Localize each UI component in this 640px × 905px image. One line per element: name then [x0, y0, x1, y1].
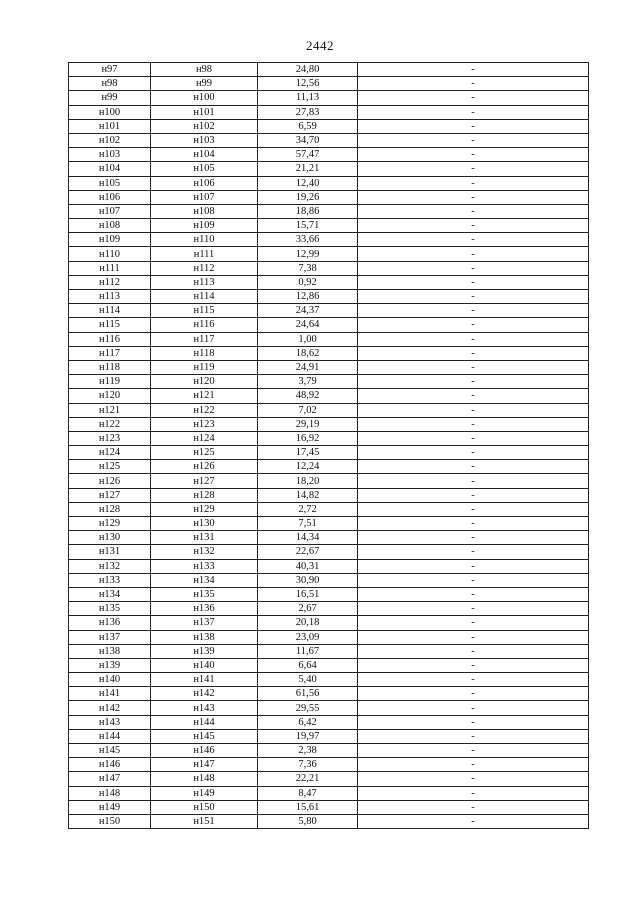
to-point-cell: н141 — [151, 673, 258, 687]
note-cell: - — [358, 148, 589, 162]
from-point-cell: н149 — [69, 800, 151, 814]
table-row — [69, 630, 589, 644]
to-point-cell: н132 — [151, 545, 258, 559]
note-cell: - — [358, 190, 589, 204]
segment-length-cell: 24,64 — [258, 318, 358, 332]
to-point-cell: н98 — [151, 63, 258, 77]
from-point-cell: н122 — [69, 417, 151, 431]
note-cell: - — [358, 644, 589, 658]
from-point-cell: н107 — [69, 204, 151, 218]
from-point-cell: н148 — [69, 786, 151, 800]
segment-length-cell: 17,45 — [258, 446, 358, 460]
from-point-cell: н103 — [69, 148, 151, 162]
from-point-cell: н134 — [69, 587, 151, 601]
page-number: 2442 — [306, 38, 334, 53]
note-cell: - — [358, 417, 589, 431]
table-row — [69, 247, 589, 261]
segment-length-cell: 24,80 — [258, 63, 358, 77]
from-point-cell: н133 — [69, 573, 151, 587]
from-point-cell: н97 — [69, 63, 151, 77]
from-point-cell: н141 — [69, 687, 151, 701]
from-point-cell: н145 — [69, 744, 151, 758]
note-cell: - — [358, 800, 589, 814]
note-cell: - — [358, 545, 589, 559]
segment-length-cell: 30,90 — [258, 573, 358, 587]
from-point-cell: н150 — [69, 814, 151, 828]
from-point-cell: н140 — [69, 673, 151, 687]
from-point-cell: н106 — [69, 190, 151, 204]
segment-length-cell: 2,72 — [258, 502, 358, 516]
segment-length-cell: 27,83 — [258, 105, 358, 119]
note-cell: - — [358, 814, 589, 828]
table-row — [69, 346, 589, 360]
table-row — [69, 148, 589, 162]
table-row — [69, 488, 589, 502]
segment-length-cell: 21,21 — [258, 162, 358, 176]
to-point-cell: н121 — [151, 389, 258, 403]
from-point-cell: н121 — [69, 403, 151, 417]
note-cell: - — [358, 63, 589, 77]
segment-length-cell: 7,36 — [258, 758, 358, 772]
to-point-cell: н127 — [151, 474, 258, 488]
table-row — [69, 587, 589, 601]
to-point-cell: н140 — [151, 658, 258, 672]
note-cell: - — [358, 233, 589, 247]
note-cell: - — [358, 77, 589, 91]
table-row — [69, 772, 589, 786]
table-row — [69, 233, 589, 247]
segment-length-cell: 7,02 — [258, 403, 358, 417]
note-cell: - — [358, 673, 589, 687]
segment-length-cell: 24,37 — [258, 304, 358, 318]
note-cell: - — [358, 687, 589, 701]
note-cell: - — [358, 587, 589, 601]
table-row — [69, 162, 589, 176]
note-cell: - — [358, 786, 589, 800]
to-point-cell: н103 — [151, 133, 258, 147]
note-cell: - — [358, 346, 589, 360]
from-point-cell: н126 — [69, 474, 151, 488]
table-row — [69, 545, 589, 559]
to-point-cell: н144 — [151, 715, 258, 729]
segment-length-cell: 7,38 — [258, 261, 358, 275]
segment-length-cell: 20,18 — [258, 616, 358, 630]
to-point-cell: н128 — [151, 488, 258, 502]
segment-length-cell: 1,00 — [258, 332, 358, 346]
note-cell: - — [358, 360, 589, 374]
segment-length-cell: 40,31 — [258, 559, 358, 573]
table-row — [69, 474, 589, 488]
to-point-cell: н137 — [151, 616, 258, 630]
to-point-cell: н129 — [151, 502, 258, 516]
table-row — [69, 517, 589, 531]
from-point-cell: н132 — [69, 559, 151, 573]
to-point-cell: н115 — [151, 304, 258, 318]
note-cell: - — [358, 758, 589, 772]
segment-length-cell: 34,70 — [258, 133, 358, 147]
table-row — [69, 673, 589, 687]
segment-length-cell: 6,42 — [258, 715, 358, 729]
from-point-cell: н104 — [69, 162, 151, 176]
table-row — [69, 502, 589, 516]
to-point-cell: н108 — [151, 204, 258, 218]
table-row — [69, 758, 589, 772]
to-point-cell: н133 — [151, 559, 258, 573]
from-point-cell: н115 — [69, 318, 151, 332]
table-row — [69, 119, 589, 133]
from-point-cell: н119 — [69, 375, 151, 389]
segment-length-cell: 19,97 — [258, 729, 358, 743]
note-cell: - — [358, 375, 589, 389]
segment-length-cell: 5,40 — [258, 673, 358, 687]
to-point-cell: н118 — [151, 346, 258, 360]
from-point-cell: н138 — [69, 644, 151, 658]
to-point-cell: н149 — [151, 786, 258, 800]
table-row — [69, 389, 589, 403]
from-point-cell: н125 — [69, 460, 151, 474]
segment-length-cell: 24,91 — [258, 360, 358, 374]
to-point-cell: н124 — [151, 431, 258, 445]
from-point-cell: н109 — [69, 233, 151, 247]
note-cell: - — [358, 517, 589, 531]
to-point-cell: н147 — [151, 758, 258, 772]
table-row — [69, 403, 589, 417]
note-cell: - — [358, 729, 589, 743]
from-point-cell: н99 — [69, 91, 151, 105]
from-point-cell: н128 — [69, 502, 151, 516]
to-point-cell: н109 — [151, 219, 258, 233]
note-cell: - — [358, 290, 589, 304]
note-cell: - — [358, 602, 589, 616]
note-cell: - — [358, 744, 589, 758]
table-row — [69, 744, 589, 758]
table-row — [69, 304, 589, 318]
segment-length-cell: 6,64 — [258, 658, 358, 672]
to-point-cell: н131 — [151, 531, 258, 545]
to-point-cell: н148 — [151, 772, 258, 786]
segment-length-cell: 8,47 — [258, 786, 358, 800]
to-point-cell: н145 — [151, 729, 258, 743]
from-point-cell: н144 — [69, 729, 151, 743]
table-row — [69, 644, 589, 658]
segment-length-cell: 18,62 — [258, 346, 358, 360]
table-row — [69, 105, 589, 119]
segment-length-cell: 22,21 — [258, 772, 358, 786]
table-row — [69, 531, 589, 545]
note-cell: - — [358, 474, 589, 488]
to-point-cell: н130 — [151, 517, 258, 531]
segment-length-cell: 15,61 — [258, 800, 358, 814]
table-row — [69, 91, 589, 105]
to-point-cell: н122 — [151, 403, 258, 417]
note-cell: - — [358, 772, 589, 786]
to-point-cell: н125 — [151, 446, 258, 460]
note-cell: - — [358, 332, 589, 346]
from-point-cell: н147 — [69, 772, 151, 786]
table-body — [69, 63, 589, 829]
segment-length-cell: 6,59 — [258, 119, 358, 133]
note-cell: - — [358, 219, 589, 233]
from-point-cell: н108 — [69, 219, 151, 233]
to-point-cell: н136 — [151, 602, 258, 616]
segment-length-cell: 29,19 — [258, 417, 358, 431]
note-cell: - — [358, 460, 589, 474]
segment-length-cell: 11,13 — [258, 91, 358, 105]
note-cell: - — [358, 304, 589, 318]
note-cell: - — [358, 559, 589, 573]
table-row — [69, 701, 589, 715]
segment-length-cell: 23,09 — [258, 630, 358, 644]
table-row — [69, 275, 589, 289]
segment-length-cell: 57,47 — [258, 148, 358, 162]
from-point-cell: н120 — [69, 389, 151, 403]
note-cell: - — [358, 658, 589, 672]
note-cell: - — [358, 162, 589, 176]
segment-length-cell: 0,92 — [258, 275, 358, 289]
note-cell: - — [358, 573, 589, 587]
to-point-cell: н116 — [151, 318, 258, 332]
from-point-cell: н137 — [69, 630, 151, 644]
table-row — [69, 176, 589, 190]
from-point-cell: н105 — [69, 176, 151, 190]
to-point-cell: н123 — [151, 417, 258, 431]
from-point-cell: н98 — [69, 77, 151, 91]
from-point-cell: н143 — [69, 715, 151, 729]
segment-length-cell: 12,99 — [258, 247, 358, 261]
table-row — [69, 800, 589, 814]
note-cell: - — [358, 630, 589, 644]
segment-length-cell: 33,66 — [258, 233, 358, 247]
segment-length-cell: 29,55 — [258, 701, 358, 715]
table-row — [69, 290, 589, 304]
segment-length-cell: 61,56 — [258, 687, 358, 701]
table-row — [69, 729, 589, 743]
table-row — [69, 204, 589, 218]
from-point-cell: н101 — [69, 119, 151, 133]
segment-length-cell: 7,51 — [258, 517, 358, 531]
from-point-cell: н118 — [69, 360, 151, 374]
to-point-cell: н120 — [151, 375, 258, 389]
to-point-cell: н117 — [151, 332, 258, 346]
segment-length-cell: 14,82 — [258, 488, 358, 502]
from-point-cell: н100 — [69, 105, 151, 119]
to-point-cell: н106 — [151, 176, 258, 190]
from-point-cell: н130 — [69, 531, 151, 545]
to-point-cell: н111 — [151, 247, 258, 261]
to-point-cell: н101 — [151, 105, 258, 119]
segment-length-cell: 5,80 — [258, 814, 358, 828]
to-point-cell: н126 — [151, 460, 258, 474]
to-point-cell: н114 — [151, 290, 258, 304]
table-row — [69, 616, 589, 630]
note-cell: - — [358, 715, 589, 729]
to-point-cell: н119 — [151, 360, 258, 374]
table-row — [69, 261, 589, 275]
from-point-cell: н113 — [69, 290, 151, 304]
to-point-cell: н100 — [151, 91, 258, 105]
boundary-segments-table — [68, 62, 589, 829]
to-point-cell: н105 — [151, 162, 258, 176]
to-point-cell: н146 — [151, 744, 258, 758]
to-point-cell: н110 — [151, 233, 258, 247]
to-point-cell: н99 — [151, 77, 258, 91]
from-point-cell: н131 — [69, 545, 151, 559]
table-row — [69, 190, 589, 204]
table-row — [69, 375, 589, 389]
table-row — [69, 446, 589, 460]
from-point-cell: н102 — [69, 133, 151, 147]
note-cell: - — [358, 176, 589, 190]
note-cell: - — [358, 701, 589, 715]
segment-length-cell: 14,34 — [258, 531, 358, 545]
table-row — [69, 658, 589, 672]
from-point-cell: н110 — [69, 247, 151, 261]
segment-length-cell: 18,20 — [258, 474, 358, 488]
from-point-cell: н116 — [69, 332, 151, 346]
to-point-cell: н134 — [151, 573, 258, 587]
from-point-cell: н124 — [69, 446, 151, 460]
note-cell: - — [358, 502, 589, 516]
to-point-cell: н112 — [151, 261, 258, 275]
to-point-cell: н150 — [151, 800, 258, 814]
note-cell: - — [358, 119, 589, 133]
segment-length-cell: 22,67 — [258, 545, 358, 559]
note-cell: - — [358, 431, 589, 445]
table-row — [69, 219, 589, 233]
table-row — [69, 431, 589, 445]
note-cell: - — [358, 318, 589, 332]
from-point-cell: н123 — [69, 431, 151, 445]
from-point-cell: н127 — [69, 488, 151, 502]
note-cell: - — [358, 105, 589, 119]
note-cell: - — [358, 531, 589, 545]
note-cell: - — [358, 488, 589, 502]
segment-length-cell: 18,86 — [258, 204, 358, 218]
to-point-cell: н104 — [151, 148, 258, 162]
segment-length-cell: 15,71 — [258, 219, 358, 233]
segment-length-cell: 3,79 — [258, 375, 358, 389]
from-point-cell: н136 — [69, 616, 151, 630]
to-point-cell: н102 — [151, 119, 258, 133]
from-point-cell: н135 — [69, 602, 151, 616]
table-row — [69, 602, 589, 616]
table-row — [69, 417, 589, 431]
to-point-cell: н107 — [151, 190, 258, 204]
to-point-cell: н135 — [151, 587, 258, 601]
from-point-cell: н114 — [69, 304, 151, 318]
segment-length-cell: 2,38 — [258, 744, 358, 758]
table-row — [69, 318, 589, 332]
from-point-cell: н112 — [69, 275, 151, 289]
segment-length-cell: 48,92 — [258, 389, 358, 403]
note-cell: - — [358, 91, 589, 105]
to-point-cell: н139 — [151, 644, 258, 658]
segment-length-cell: 19,26 — [258, 190, 358, 204]
to-point-cell: н142 — [151, 687, 258, 701]
table-row — [69, 133, 589, 147]
from-point-cell: н139 — [69, 658, 151, 672]
to-point-cell: н143 — [151, 701, 258, 715]
table-row — [69, 687, 589, 701]
from-point-cell: н111 — [69, 261, 151, 275]
segment-length-cell: 2,67 — [258, 602, 358, 616]
note-cell: - — [358, 446, 589, 460]
to-point-cell: н113 — [151, 275, 258, 289]
segment-length-cell: 12,24 — [258, 460, 358, 474]
note-cell: - — [358, 275, 589, 289]
table-row — [69, 786, 589, 800]
table-row — [69, 63, 589, 77]
table-row — [69, 332, 589, 346]
table-row — [69, 77, 589, 91]
note-cell: - — [358, 133, 589, 147]
from-point-cell: н129 — [69, 517, 151, 531]
note-cell: - — [358, 204, 589, 218]
table-row — [69, 814, 589, 828]
from-point-cell: н117 — [69, 346, 151, 360]
note-cell: - — [358, 389, 589, 403]
note-cell: - — [358, 261, 589, 275]
table-row — [69, 573, 589, 587]
segment-length-cell: 16,92 — [258, 431, 358, 445]
table-row — [69, 360, 589, 374]
to-point-cell: н151 — [151, 814, 258, 828]
segment-length-cell: 11,67 — [258, 644, 358, 658]
segment-length-cell: 12,86 — [258, 290, 358, 304]
table-row — [69, 460, 589, 474]
note-cell: - — [358, 403, 589, 417]
to-point-cell: н138 — [151, 630, 258, 644]
from-point-cell: н142 — [69, 701, 151, 715]
from-point-cell: н146 — [69, 758, 151, 772]
note-cell: - — [358, 616, 589, 630]
segment-length-cell: 12,56 — [258, 77, 358, 91]
note-cell: - — [358, 247, 589, 261]
segment-length-cell: 16,51 — [258, 587, 358, 601]
table-row — [69, 559, 589, 573]
segment-length-cell: 12,40 — [258, 176, 358, 190]
table-row — [69, 715, 589, 729]
